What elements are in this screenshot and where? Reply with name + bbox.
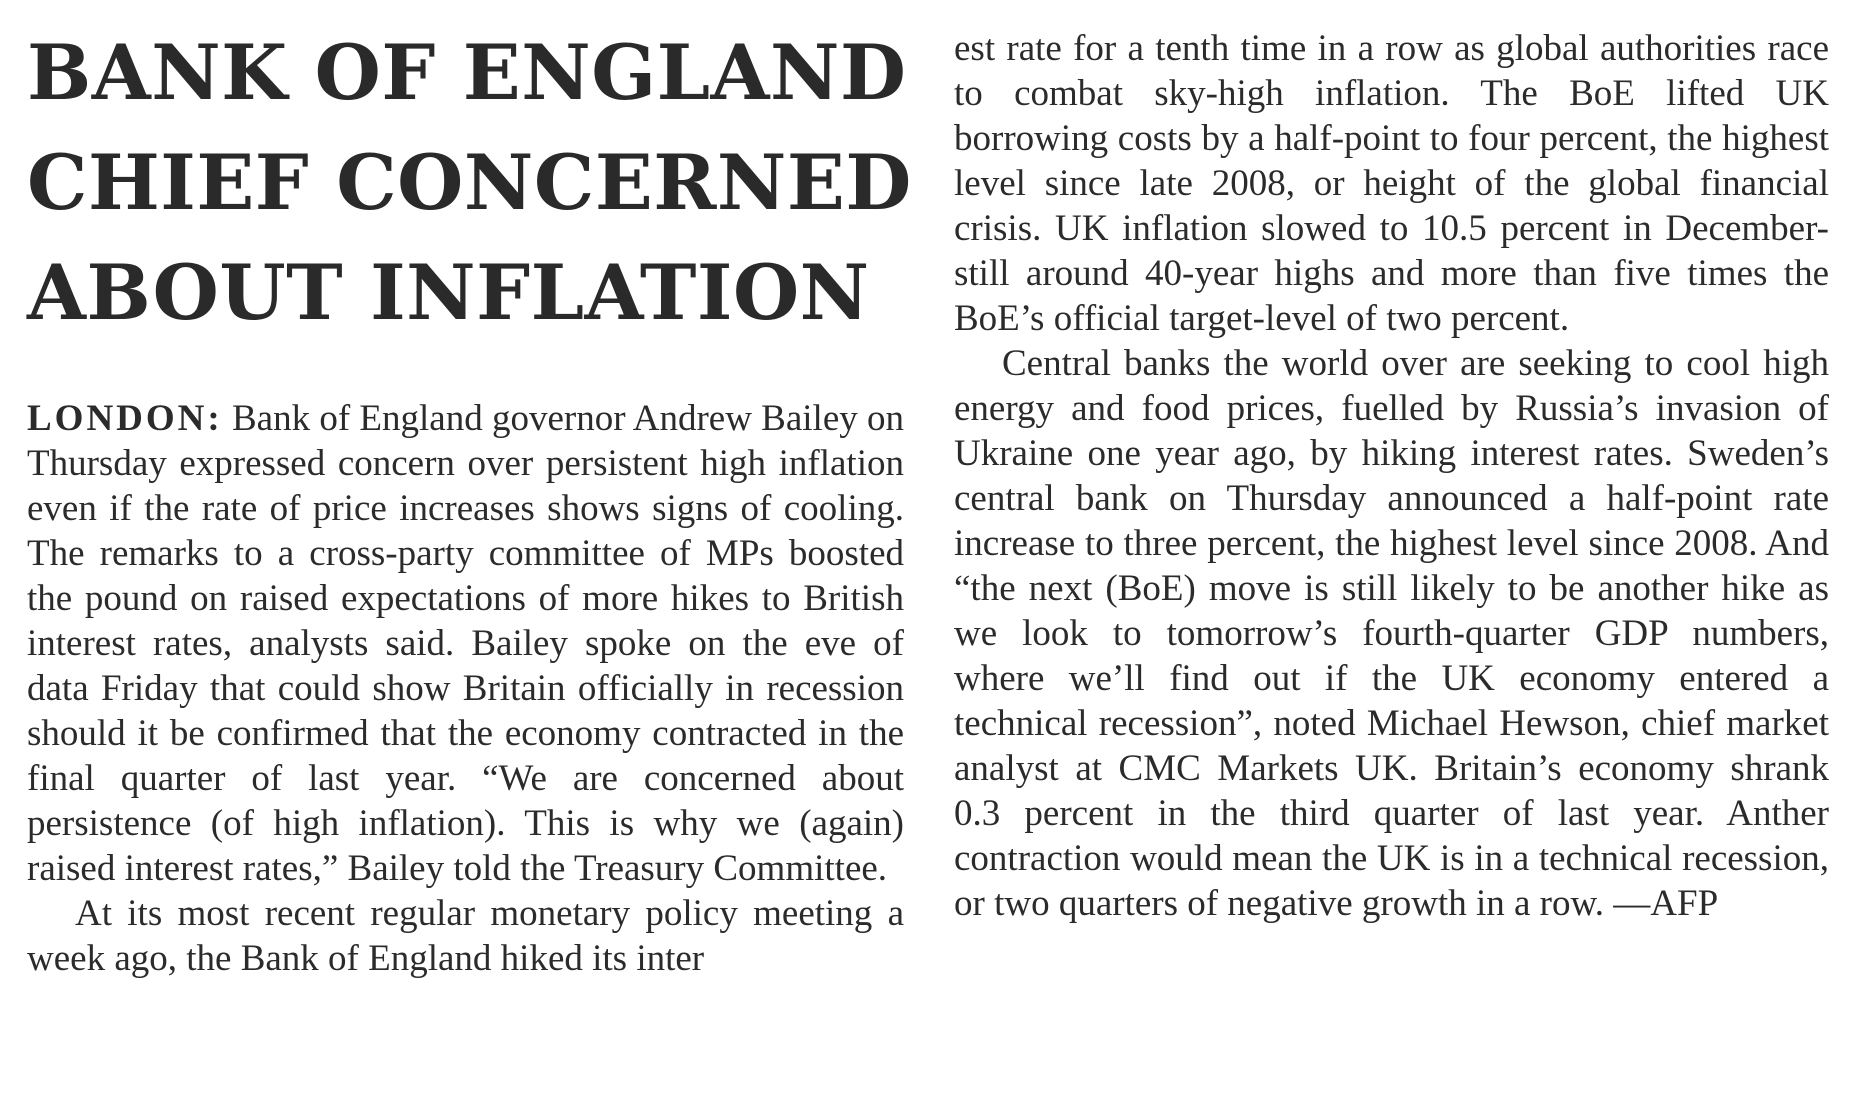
headline-line-2: CHIEF CONCERNED [27,138,912,227]
paragraph-1-text: Bank of England governor Andrew Bailey on Thursday expressed concern over persistent high inflation even if the rate of price increases shows signs of cooling. The remarks to a cross-party committee of MPs boosted the pound on raised expectations of more hikes to British interest rates, analysts said. Bailey spoke on the eve of data Friday that could show Britain officially in recession should it be confirmed that the economy contracted in the final quarter of last year. “We are concerned about persistence (of high inflation). This is why we (again) raised interest rates,” Bailey told the Treasury Committee. [27,398,905,889]
headline-line-3: ABOUT INFLATION [27,248,870,337]
right-column [954,26,1829,926]
paragraph-2: At its most recent regular monetary policy meeting a week ago, the Bank of England hiked its inter [27,893,904,979]
paragraph-3: est rate for a tenth time in a row as global authorities race to combat sky-high inflation. The BoE lifted UK borrowing costs by a half-point to four percent, the highest level since late 2008, or height of the global financial crisis. UK inflation slowed to 10.5 percent in December-still around 40-year highs and more than five times the BoE’s official target-level of two percent. [954,28,1829,339]
paragraph-4: Central banks the world over are seeking to cool high energy and food prices, fuelled by Russia’s invasion of Ukraine one year ago, by hiking interest rates. Sweden’s central bank on Thursday announced a half-point rate increase to three percent, the highest level since 2008. And “the next (BoE) move is still likely to be another hike as we look to tomorrow’s fourth-quarter GDP numbers, where we’ll find out if the UK economy entered a technical recession”, noted Michael Hewson, chief market analyst at CMC Markets UK. Britain’s economy shrank 0.3 percent in the third quarter of last year. Anther contraction would mean the UK is in a technical recession, or two quarters of negative growth in a row. —AFP [954,343,1829,924]
left-column [27,18,912,981]
dateline: LONDON: [27,398,223,439]
paragraph-1 [27,396,904,891]
headline [27,18,912,348]
headline-line-1: BANK OF ENGLAND [27,28,907,117]
